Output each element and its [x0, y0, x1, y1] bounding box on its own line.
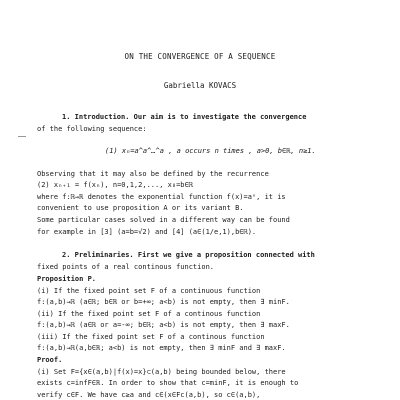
margin-mark [18, 136, 26, 137]
proof-heading: Proof. [37, 356, 63, 364]
body-line: (i) If the fixed point set F of a continuous function [37, 287, 261, 295]
body-line: f:(a,b)→ℝ (a∈ℝ; b∈ℝ or b=+∞; a<b) is not empty, then ∃ minF. [37, 298, 290, 306]
body-line: (ii) If the fixed point set F of a continous function [37, 310, 261, 318]
body-line: Some particular cases solved in a different way can be found [37, 216, 290, 224]
equation-1: (1) xₙ=a^a^…^a , a occurs n times , a>0, b∈ℝ, n≥1. [105, 147, 316, 155]
equation-2: (2) xₙ₊₁ = f(xₙ), n=0,1,2,..., x₀=b∈ℝ [37, 181, 193, 189]
body-line: (iii) If the fixed point set F of a continous function [37, 333, 265, 341]
body-line: Observing that it may also be defined by the recurrence [37, 170, 269, 178]
body-line: for example in [3] (a=b=√2) and [4] (a∈(1/e,1),b∈ℝ). [37, 228, 257, 236]
body-line: where f:ℝ→ℝ denotes the exponential function f(x)=aˣ, it is [37, 193, 286, 201]
body-line: fixed points of a real continous function. [37, 263, 215, 271]
body-line: verify c∈F. We have c≥a and c∈(x∈Fc(a,b), so c∈(a,b), [37, 391, 261, 399]
section-preliminaries-line-1: 2. Preliminaries. First we give a proposition connected with [62, 251, 315, 259]
paper-author: Gabriella KOVACS [163, 81, 237, 90]
body-line: exists c=infF∈ℝ. In order to show that c=minF, it is enough to [37, 379, 299, 387]
body-line: of the following sequence: [37, 125, 147, 133]
body-line: convenient to use proposition A or its variant B. [37, 204, 244, 212]
paper-title: ON THE CONVERGENCE OF A SEQUENCE [124, 52, 276, 61]
body-line: f:(a,b)→ℝ (a∈ℝ or a=-∞; b∈ℝ; a<b) is not empty, then ∃ maxF. [37, 321, 290, 329]
proposition-heading: Proposition P. [37, 275, 97, 283]
body-line: (i) Set F={x∈(a,b)|f(x)=x}⊂(a,b) being bounded below, there [37, 368, 286, 376]
section-intro-line-1: 1. Introduction. Our aim is to investigate the convergence [62, 113, 307, 121]
body-line: f:(a,b)→ℝ(a,b∈ℝ; a<b) is not empty, then ∃ minF and ∃ maxF. [37, 344, 286, 352]
